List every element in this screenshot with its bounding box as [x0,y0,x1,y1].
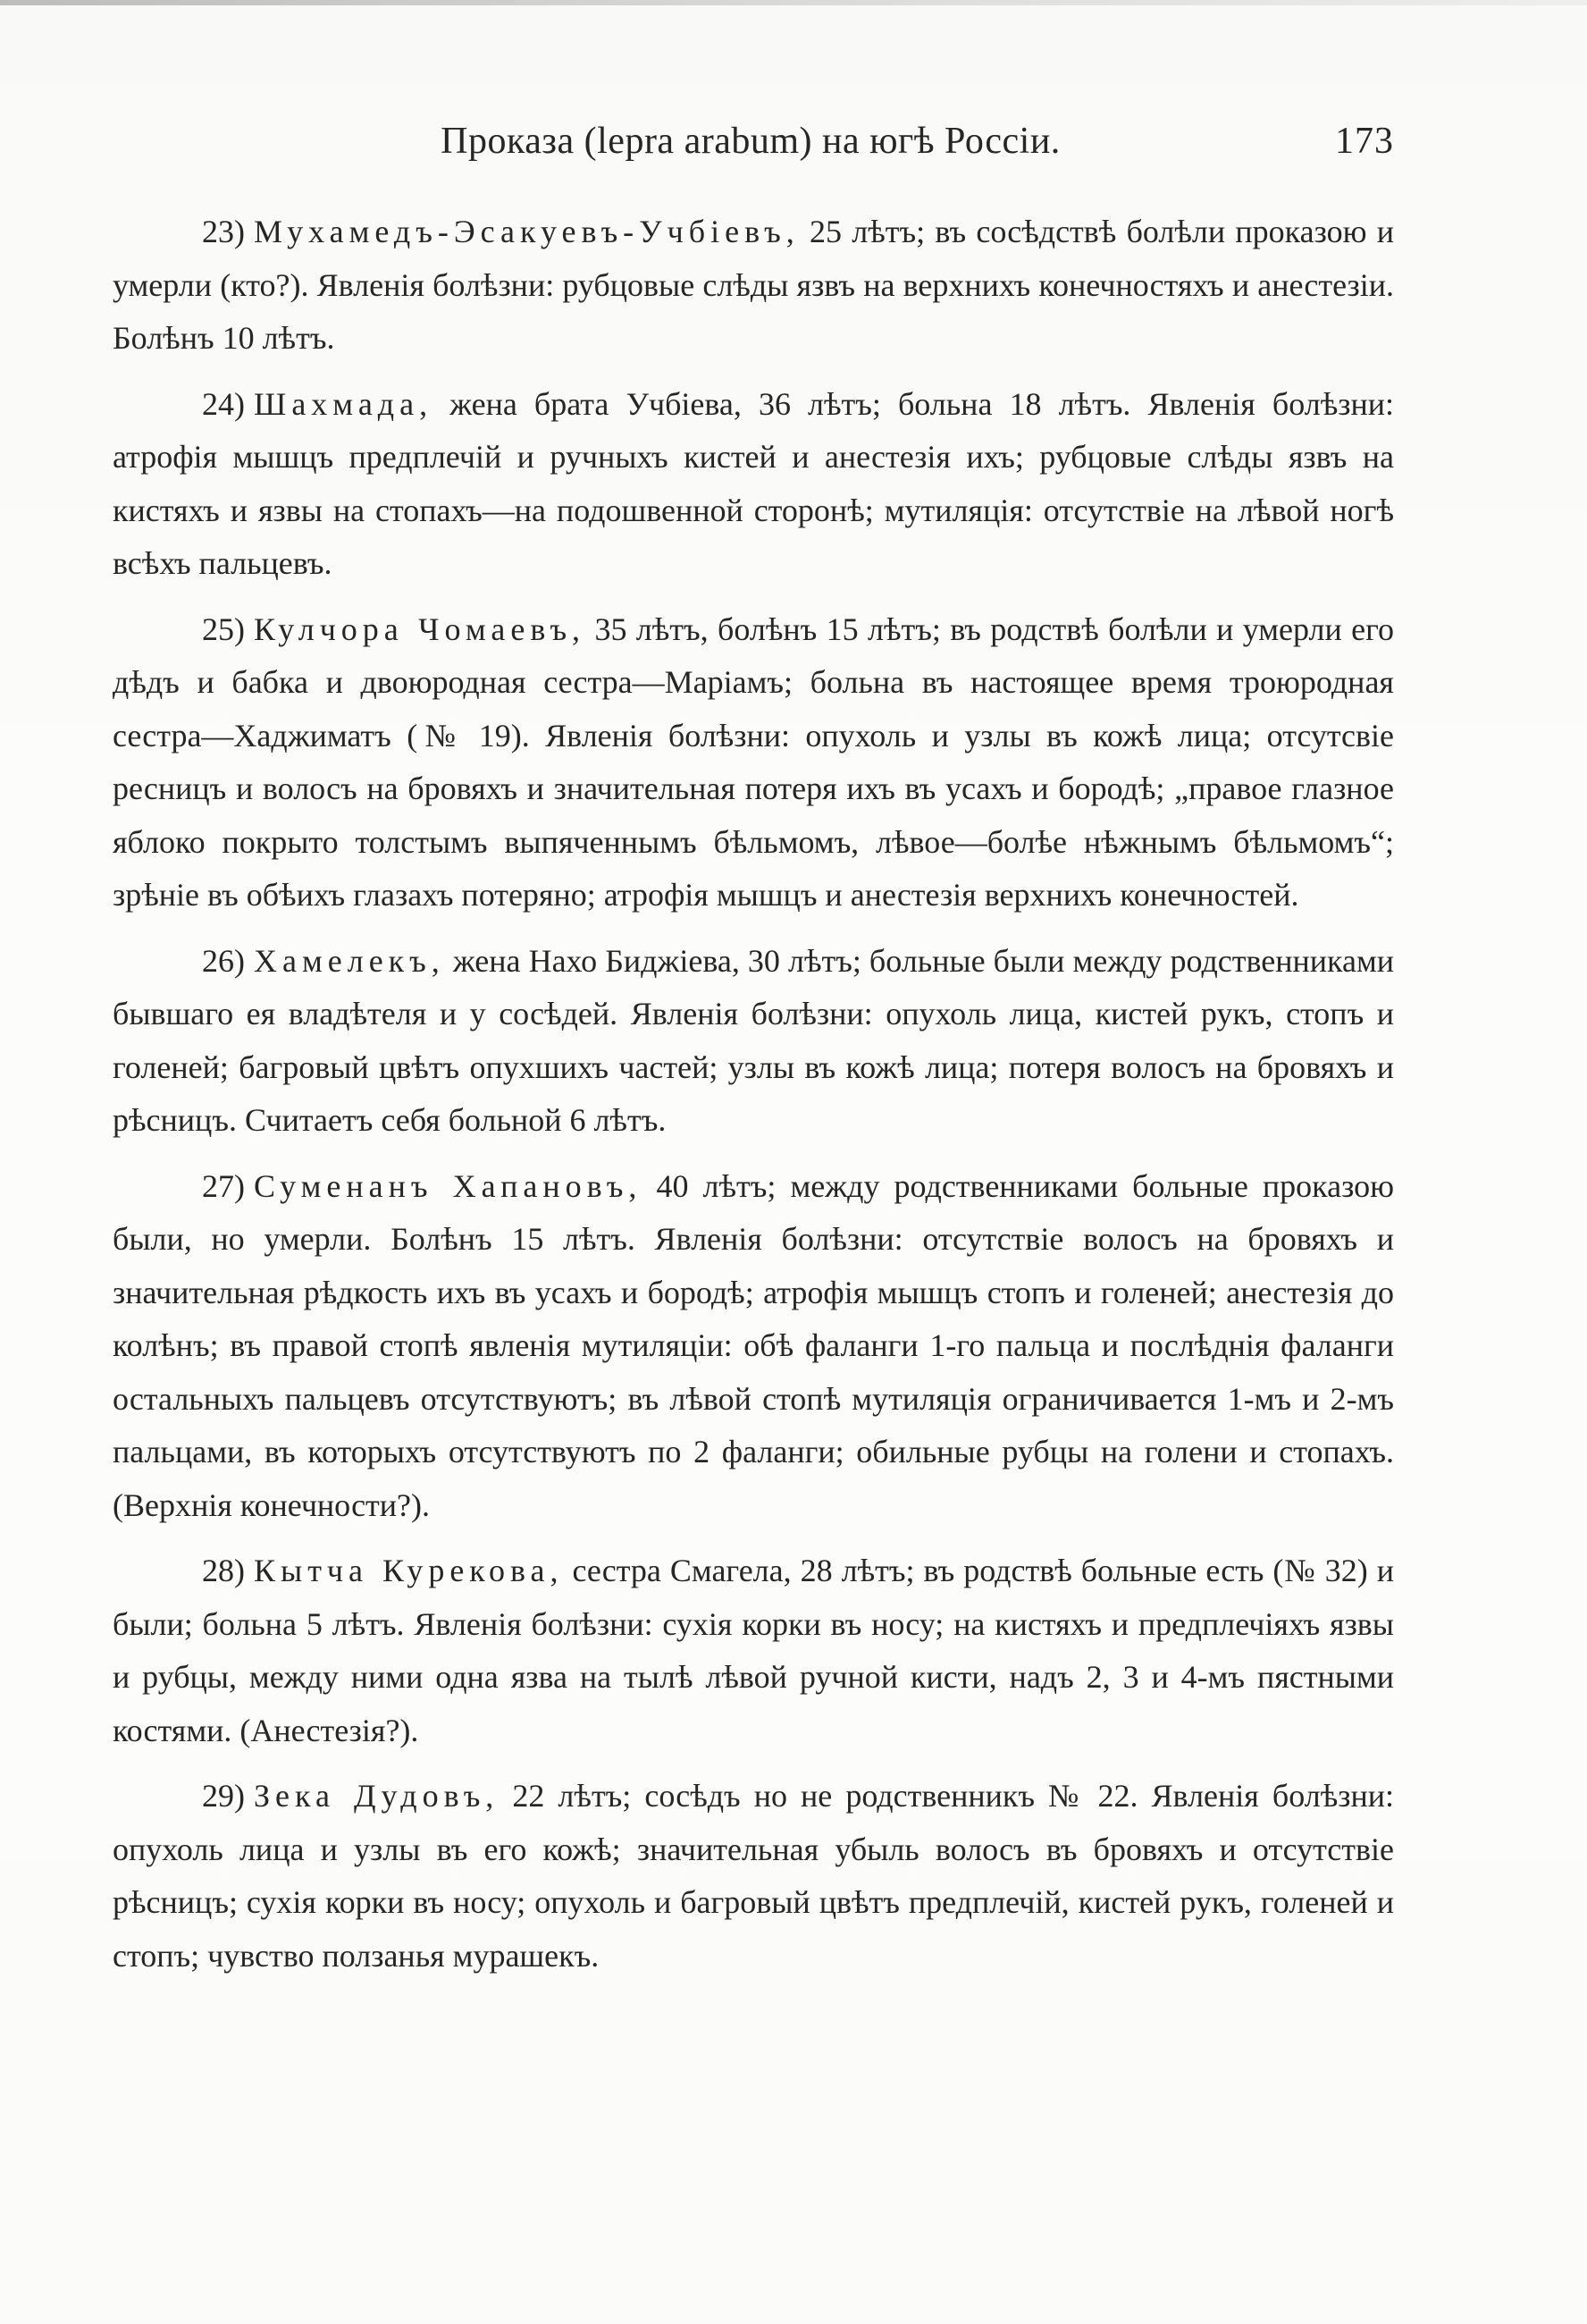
case-number: 25) [202,610,245,647]
case-text: 40 лѣтъ; между родственниками больные проказою были, но умерли. Болѣнъ 15 лѣтъ. Явленія болѣзни: отсутствіе волосъ на бровяхъ и значительная рѣдкость ихъ въ усахъ и бородѣ; атрофія мышцъ стопъ и голеней; анестезія до колѣнъ; въ правой стопѣ явленія мутиляціи: обѣ фаланги 1-го пальца и послѣднія фаланги остальныхъ пальцевъ отсутствуютъ; въ лѣвой стопѣ мутиляція ограничивается 1-мъ и 2-мъ пальцами, въ которыхъ отсутствуютъ по 2 фаланги; обильные рубцы на голени и стопахъ. (Верхнія конечности?). [113,1167,1394,1523]
patient-name: Шахмада, [254,385,433,422]
case-text: 25 лѣтъ; въ сосѣдствѣ болѣли проказою и умерли (кто?). Явленія болѣзни: рубцовые слѣды язвъ на верхнихъ конечностяхъ и анестезіи. Болѣнъ 10 лѣтъ. [113,214,1394,356]
case-entry-25 [113,603,1394,922]
case-entry-23 [113,206,1394,366]
case-entry-28 [113,1545,1394,1757]
scan-edge-shadow [0,0,1587,5]
case-text: сестра Смагела, 28 лѣтъ; въ родствѣ больные есть (№ 32) и были; больна 5 лѣтъ. Явленія болѣзни: сухія корки въ носу; на кистяхъ и предплечіяхъ язвы и рубцы, между ними одна язва на тылѣ лѣвой ручной кисти, надъ 2, 3 и 4-мъ пястными костями. (Анестезія?). [113,1553,1394,1748]
patient-name: Мухамедъ-Эсакуевъ-Учбіевъ, [254,214,800,249]
case-entries [113,206,1394,1995]
case-text: 35 лѣтъ, болѣнъ 15 лѣтъ; въ родствѣ болѣли и умерли его дѣдъ и бабка и двоюродная сестра—Маріамъ; больна въ настоящее время троюродная сестра—Хаджиматъ (№ 19). Явленія болѣзни: опухоль и узлы въ кожѣ лица; отсутсвіе ресницъ и волосъ на бровяхъ и значительная потеря ихъ въ усахъ и бородѣ; „правое глазное яблоко покрыто толстымъ выпяченнымъ бѣльмомъ, лѣвое—болѣе нѣжнымъ бѣльмомъ“; зрѣніе въ обѣихъ глазахъ потеряно; атрофія мышцъ и анестезія верхнихъ конечностей. [113,610,1395,913]
case-text: 22 лѣтъ; сосѣдъ но не родственникъ № 22. Явленія болѣзни: опухоль лица и узлы въ его кожѣ; значительная убыль волосъ въ бровяхъ и отсутствіе рѣсницъ; сухія корки въ носу; опухоль и багровый цвѣтъ предплечій, кистей рукъ, голеней и стопъ; чувство ползанья мурашекъ. [113,1778,1395,1974]
case-entry-24 [113,378,1394,591]
case-number: 28) [202,1553,245,1588]
case-entry-29 [113,1770,1394,1983]
case-number: 24) [202,385,245,422]
case-text: жена брата Учбіева, 36 лѣтъ; больна 18 лѣтъ. Явленія болѣзни: атрофія мышцъ предплечій и ручныхъ кистей и анестезія ихъ; рубцовые слѣды язвъ на кистяхъ и язвы на стопахъ—на подошвенной сторонѣ; мутиляція: отсутствіе на лѣвой ногѣ всѣхъ пальцевъ. [113,385,1394,581]
case-entry-27 [113,1160,1394,1533]
case-text: жена Нахо Биджіева, 30 лѣтъ; больные были между родственниками бывшаго ея владѣтеля и у сосѣдей. Явленія болѣзни: опухоль лица, кистей рукъ, стопъ и голеней; багровый цвѣтъ опухшихъ частей; узлы въ кожѣ лица; потеря волосъ на бровяхъ и рѣсницъ. Считаетъ себя больной 6 лѣтъ. [113,942,1395,1138]
case-number: 27) [202,1167,245,1204]
page-header [107,105,1394,177]
case-number: 26) [202,942,245,979]
case-number: 23) [202,214,245,249]
page-number: 173 [1335,121,1394,162]
patient-name: Зека Дудовъ, [254,1778,500,1814]
patient-name: Кытча Курекова, [254,1553,564,1588]
patient-name: Кулчора Чомаевъ, [254,610,586,647]
running-title: Проказа (lepra arabum) на югѣ Россіи. [441,121,1061,162]
case-number: 29) [202,1778,245,1814]
patient-name: Суменанъ Хапановъ, [254,1167,642,1204]
patient-name: Хамелекъ, [254,942,445,979]
case-entry-26 [113,935,1394,1148]
